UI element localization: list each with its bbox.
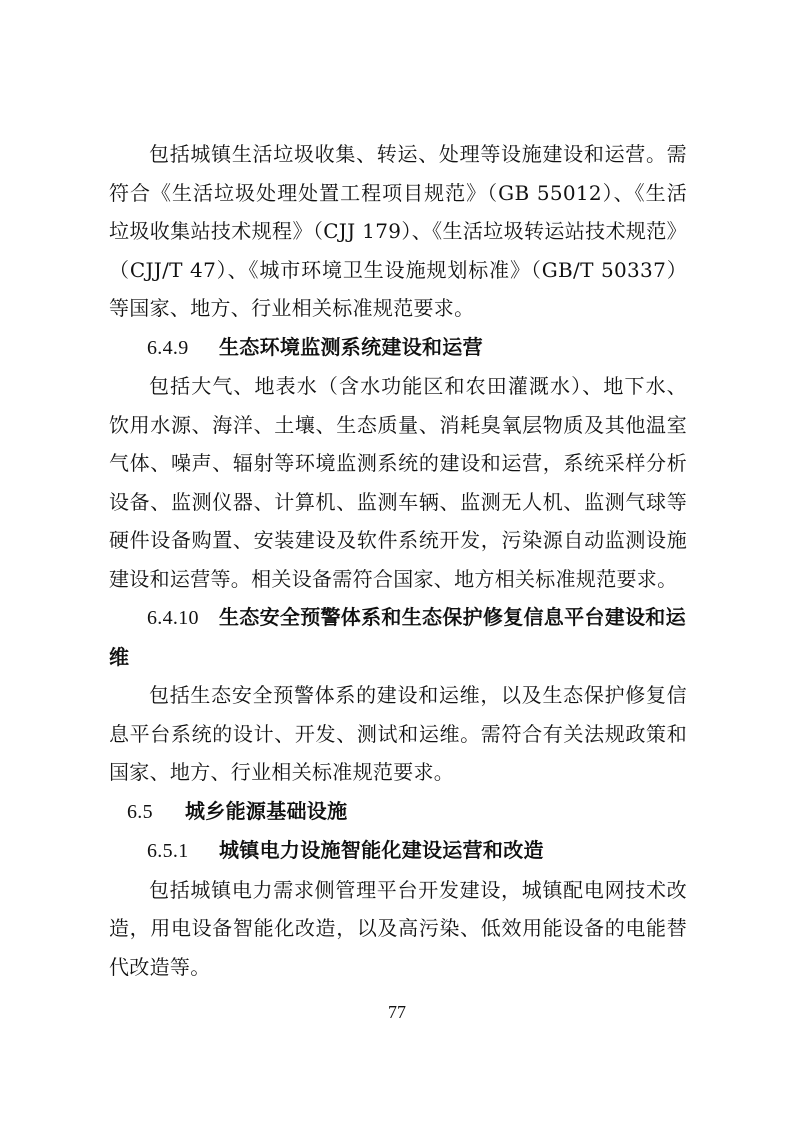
section-title: 生态安全预警体系和生态保护修复信息平台建设和运维 [109, 605, 686, 669]
paragraph-early-warning: 包括生态安全预警体系的建设和运维，以及生态保护修复信息平台系统的设计、开发、测试和运维。需符合有关法规政策和国家、地方、行业相关标准规范要求。 [109, 683, 687, 784]
section-heading-6-5-1 [109, 831, 687, 871]
section-number: 6.4.9 [147, 336, 189, 359]
section-heading-6-4-10 [109, 598, 687, 676]
section-number: 6.5 [127, 800, 153, 823]
paragraph-monitoring-systems: 包括大气、地表水（含水功能区和农田灌溉水）、地下水、饮用水源、海洋、土壤、生态质量、消耗臭氧层物质及其他温室气体、噪声、辐射等环境监测系统的建设和运营，系统采样分析设备、监测仪器、计算机、监测车辆、监测无人机、监测气球等硬件设备购置、安装建设及软件系统开发，污染源自动监测设施建设和运营等。相关设备需符合国家、地方相关标准规范要求。 [109, 374, 687, 591]
section-number: 6.5.1 [147, 840, 189, 862]
page-number: 77 [388, 1002, 406, 1022]
section-title: 城镇电力设施智能化建设运营和改造 [219, 838, 544, 862]
document-body [109, 135, 687, 986]
section-title: 生态环境监测系统建设和运营 [219, 334, 483, 359]
section-heading-6-5 [109, 792, 687, 832]
section-number: 6.4.10 [147, 607, 199, 629]
paragraph-waste-facilities: 包括城镇生活垃圾收集、转运、处理等设施建设和运营。需符合《生活垃圾处理处置工程项目规范》（GB 55012）、《生活垃圾收集站技术规程》（CJJ 179）、《生活垃圾转运站技术规范》（CJJ/T 47）、《城市环境卫生设施规划标准》（GB/T 50337）等国家、地方、行业相关标准规范要求。 [109, 142, 687, 320]
section-heading-6-4-9 [109, 328, 687, 368]
paragraph-power-facilities: 包括城镇电力需求侧管理平台开发建设，城镇配电网技术改造，用电设备智能化改造，以及高污染、低效用能设备的电能替代改造等。 [109, 877, 687, 979]
section-title: 城乡能源基础设施 [185, 798, 348, 823]
